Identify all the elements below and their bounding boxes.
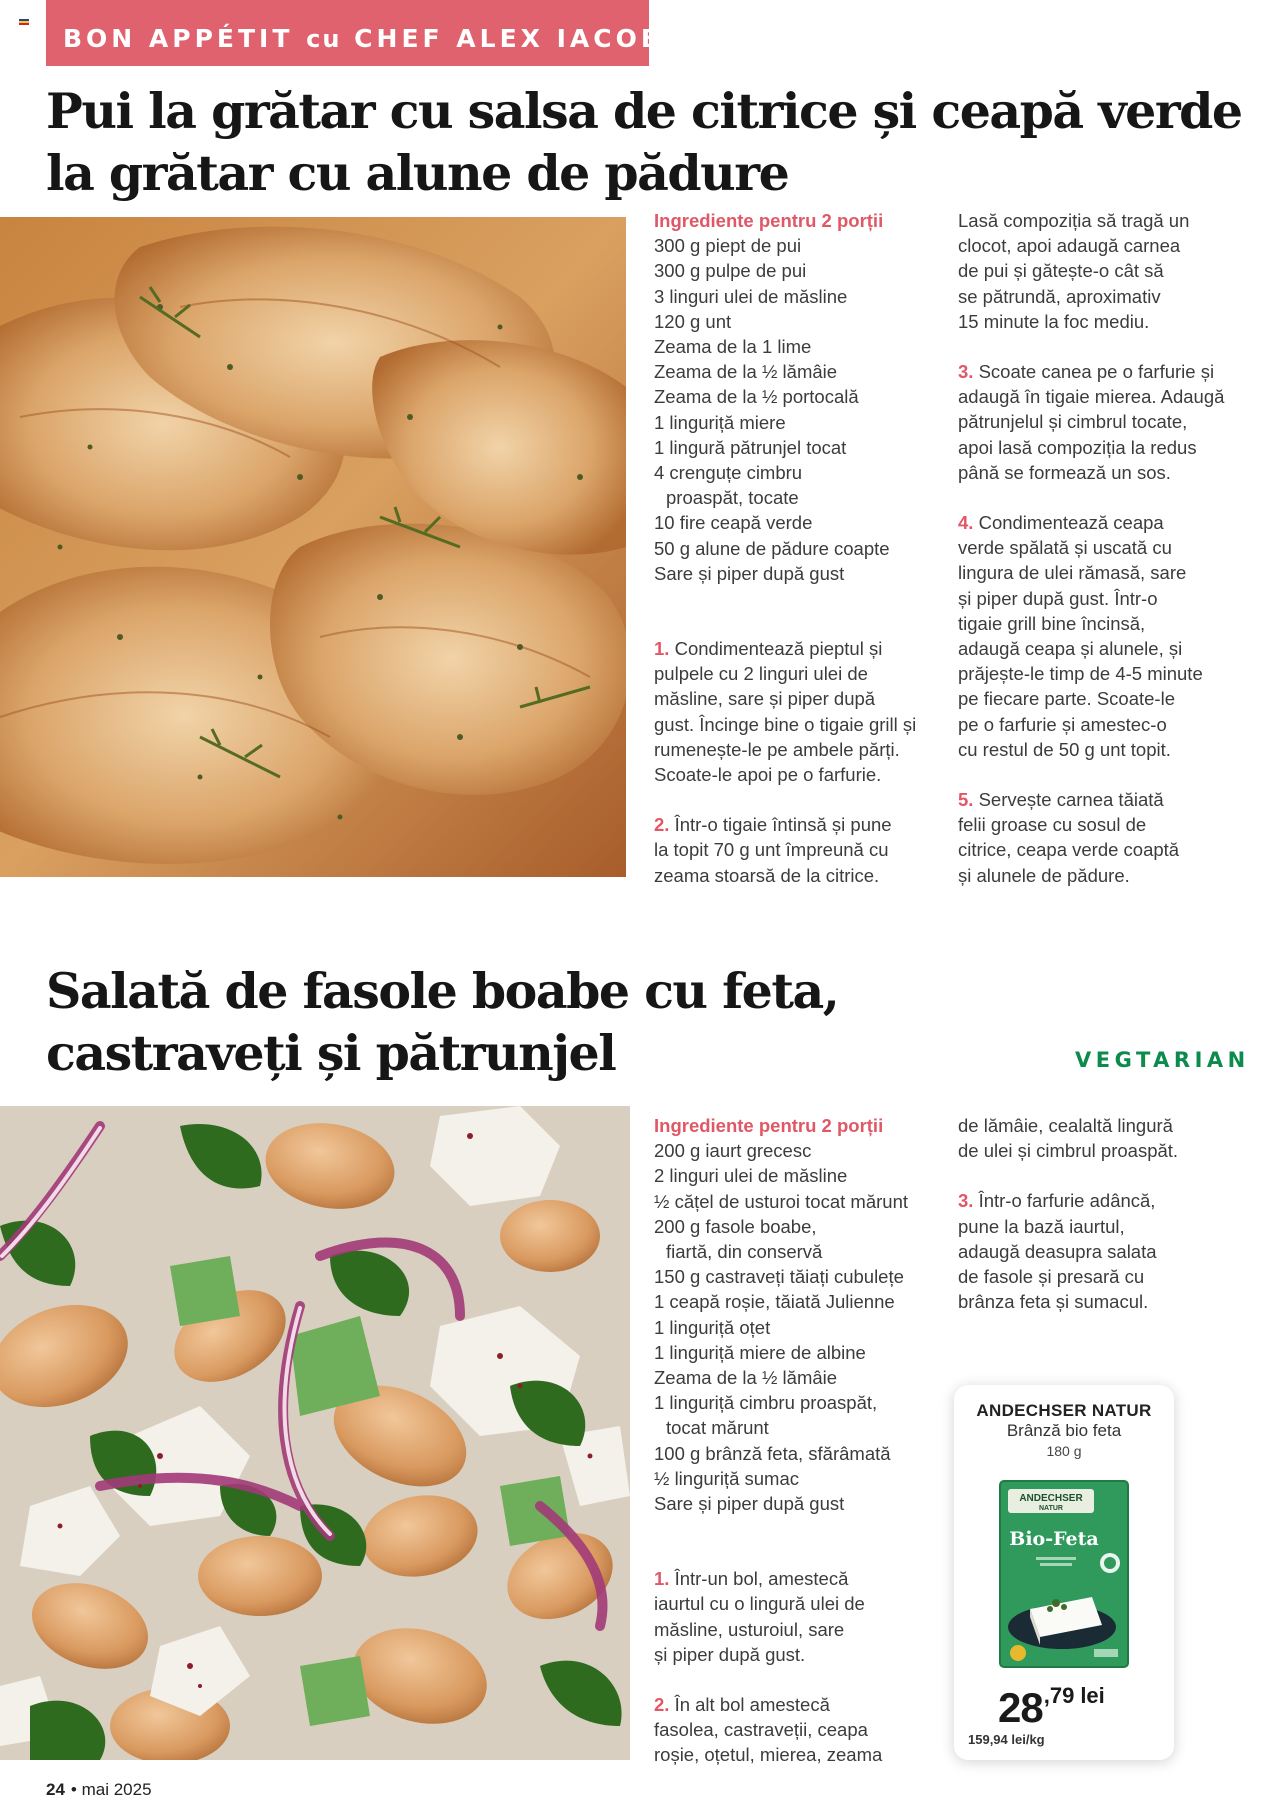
ingredient-item: 200 g iaurt grecesc (654, 1140, 812, 1162)
step-number: 3. (958, 361, 974, 383)
product-brand: ANDECHSER NATUR (976, 1401, 1152, 1420)
pack-brand: ANDECHSER (1019, 1493, 1083, 1504)
ingredient-item: 1 linguriță miere de albine (654, 1341, 866, 1363)
bean-salad-photo (0, 1106, 630, 1760)
ingredient-item: proaspăt, tocate (666, 487, 799, 509)
recipe2-title-line1: Salată de fasole boabe cu feta, (46, 962, 839, 1020)
step-number: 1. (654, 638, 670, 660)
recipe1-ingredients (654, 208, 916, 888)
ingredient-item: 200 g fasole boabe, (654, 1215, 817, 1237)
recipe1-title-line2: la grătar cu alune de pădure (46, 144, 789, 202)
recipe2-steps (958, 1113, 1178, 1314)
recipe1-title (46, 80, 1242, 204)
ingredient-item: 1 linguriță cimbru proaspăt, (654, 1392, 878, 1414)
ingredient-item: Zeama de la ½ lămâie (654, 1367, 838, 1389)
step-number: 5. (958, 789, 974, 811)
price-decimal: ,79 (1043, 1683, 1075, 1708)
price-currency: lei (1080, 1683, 1105, 1708)
page-number: 24 (46, 1780, 65, 1799)
ingredient-item: 150 g castraveți tăiați cubulețe (654, 1266, 904, 1288)
step-number: 4. (958, 512, 974, 534)
ingredient-item: 10 fire ceapă verde (654, 512, 813, 534)
page-footer (46, 1780, 152, 1800)
ingredient-item: 4 crenguțe cimbru (654, 462, 803, 484)
ingredient-item: 1 linguriță oțet (654, 1316, 771, 1338)
product-price (998, 1683, 1105, 1732)
ingredient-item: Zeama de la ½ lămâie (654, 361, 838, 383)
ingredient-item: Sare și piper după gust (654, 1493, 845, 1515)
ingredient-item: 100 g brânză feta, sfărâmată (654, 1442, 891, 1464)
step-number: 2. (654, 814, 670, 836)
recipe2-title-line2: castraveți și pătrunjel (46, 1024, 616, 1082)
product-card[interactable] (954, 1385, 1174, 1760)
vegetarian-tag: VEGTARIAN (1075, 1048, 1250, 1072)
product-name: Brânză bio feta (1006, 1421, 1122, 1440)
step-number: 2. (654, 1694, 670, 1716)
pack-label: Bio-Feta (1009, 1528, 1099, 1550)
banner-chef: CHEF ALEX IACOB (354, 24, 664, 53)
ingredient-item: 1 linguriță miere (654, 411, 786, 433)
ingredients-heading: Ingrediente pentru 2 porții (654, 1115, 884, 1136)
unit-price: 159,94 lei/kg (968, 1732, 1045, 1747)
pack-sub: NATUR (1039, 1505, 1063, 1512)
product-image (996, 1477, 1132, 1671)
recipe1-step-1: 1. Condimentează pieptul și pulpele cu 2 linguri ulei de măsline, sare și piper după gust. Încinge bine o tigaie grill și rumenește-le pe ambele părți. Scoate-le apoi pe o farfurie. (654, 638, 917, 786)
product-weight: 180 g (1046, 1443, 1082, 1459)
ingredient-item: Zeama de la 1 lime (654, 336, 812, 358)
ingredient-item: Sare și piper după gust (654, 562, 845, 584)
ingredient-item: ½ linguriță sumac (654, 1467, 799, 1489)
recipe1-step-2-cont: Lasă compoziția să tragă un clocot, apoi adaugă carnea de pui și gătește-o cât să se pătrundă, aproximativ 15 minute la foc mediu. (958, 210, 1190, 332)
ingredients-heading: Ingrediente pentru 2 porții (654, 210, 884, 231)
banner-main: BON APPÉTIT (63, 24, 294, 53)
recipe1-step-2: 2. Într-o tigaie întinsă și pune la topit 70 g unt împreună cu zeama stoarsă de la citrice. (654, 814, 892, 886)
recipe1-step-3: 3. Scoate canea pe o farfurie și adaugă în tigaie mierea. Adaugă pătrunjelul și cimbrul tocate, apoi lasă compoziția la redus până se formează un sos. (958, 361, 1225, 483)
column-banner (46, 0, 664, 66)
recipe2-step-1: 1. Într-un bol, amestecă iaurtul cu o lingură ulei de măsline, usturoiul, sare și piper după gust. (654, 1568, 865, 1665)
price-integer: 28 (998, 1684, 1043, 1731)
ingredient-item: 120 g unt (654, 310, 732, 332)
ingredient-item: fiartă, din conservă (666, 1241, 823, 1263)
ingredient-item: ½ cățel de usturoi tocat mărunt (654, 1190, 908, 1212)
ingredient-item: 2 linguri ulei de măsline (654, 1165, 848, 1187)
chicken-photo (0, 217, 626, 877)
ingredient-item: 1 lingură pătrunjel tocat (654, 436, 847, 458)
step-number: 1. (654, 1568, 670, 1590)
ingredient-item: Zeama de la ½ portocală (654, 386, 859, 408)
recipe1-step-5: 5. Servește carnea tăiată felii groase cu sosul de citrice, ceapa verde coaptă și alunele de pădure. (958, 789, 1180, 886)
flag-icon (19, 19, 29, 25)
step-number: 3. (958, 1190, 974, 1212)
recipe2-ingredients (654, 1113, 908, 1768)
recipe2-step-2: 2. În alt bol amestecă fasolea, castraveții, ceapa roșie, oțetul, mierea, zeama (654, 1694, 883, 1766)
ingredient-item: 1 ceapă roșie, tăiată Julienne (654, 1291, 895, 1313)
recipe1-step-4: 4. Condimentează ceapa verde spălată și uscată cu lingura de ulei rămasă, sare și piper după gust. Într-o tigaie grill bine încinsă, adaugă ceapa și alunele, și prăjește-le timp de 4-5 minute pe fiecare parte. Scoate-le pe o farfurie și amestec-o cu restul de 50 g unt topit. (958, 512, 1203, 760)
issue-date: • mai 2025 (70, 1780, 152, 1799)
recipe2-step-2-cont: de lămâie, cealaltă lingură de ulei și cimbrul proaspăt. (958, 1115, 1179, 1162)
ingredient-item: 3 linguri ulei de măsline (654, 285, 848, 307)
recipe2-step-3: 3. Într-o farfurie adâncă, pune la bază iaurtul, adaugă deasupra salata de fasole și presară cu brânza feta și sumacul. (958, 1190, 1157, 1313)
recipe2-title (46, 960, 838, 1084)
ingredient-item: 300 g piept de pui (654, 235, 802, 257)
ingredient-item: tocat mărunt (666, 1417, 769, 1439)
banner-cu: cu (306, 25, 342, 53)
recipe1-steps (958, 208, 1224, 888)
ingredient-item: 300 g pulpe de pui (654, 260, 807, 282)
recipe1-title-line1: Pui la grătar cu salsa de citrice și ceapă verde (46, 82, 1242, 140)
ingredient-item: 50 g alune de pădure coapte (654, 537, 890, 559)
